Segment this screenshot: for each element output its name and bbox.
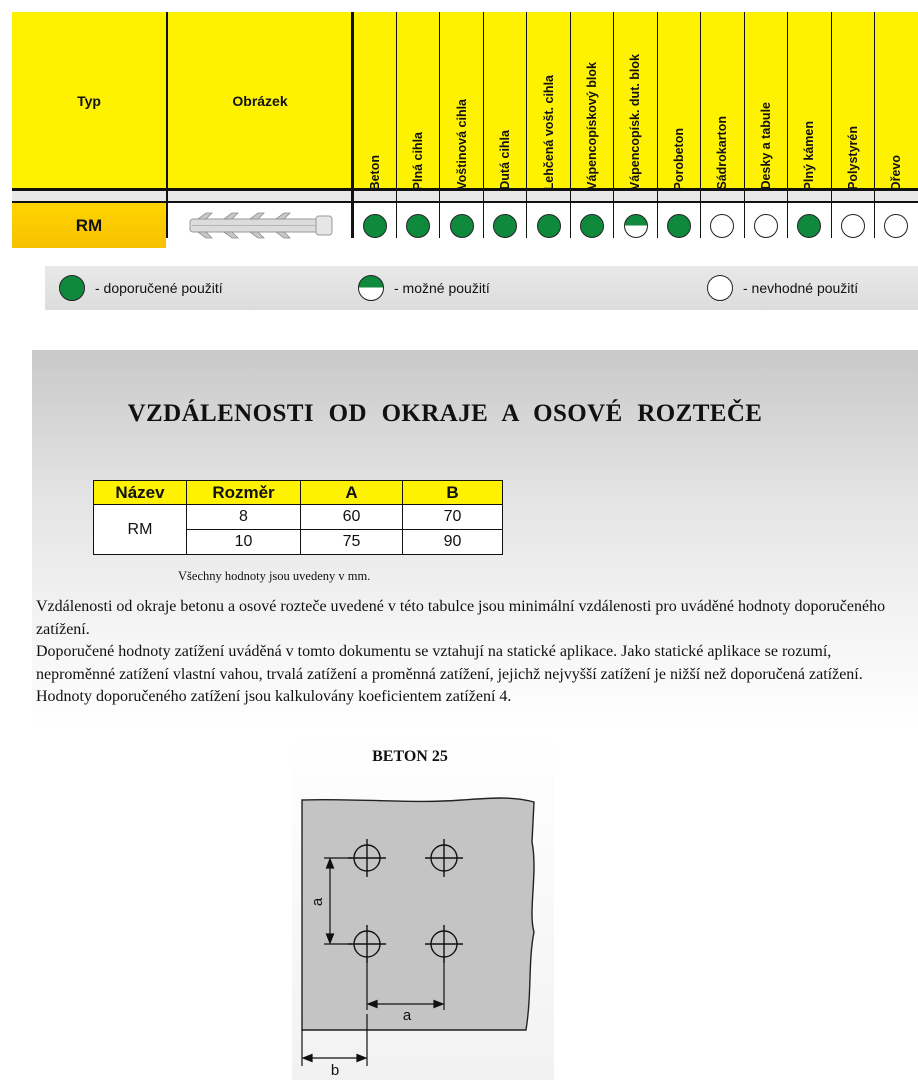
cell-a: 60 bbox=[301, 505, 403, 530]
suitability-full-icon bbox=[406, 214, 430, 238]
row-divider bbox=[12, 201, 918, 203]
material-column-header bbox=[875, 12, 918, 190]
suitability-full-icon bbox=[797, 214, 821, 238]
table-row bbox=[94, 505, 503, 530]
concrete-block bbox=[302, 798, 534, 1030]
paragraph-line: Vzdálenosti od okraje betonu a osové rozteče uvedené v této tabulce jsou minimální vzdálenosti pro uváděné hodnoty doporučeného zatížení. bbox=[36, 598, 886, 638]
material-column-header bbox=[788, 12, 831, 190]
spacing-table bbox=[93, 480, 503, 555]
material-column-header bbox=[570, 12, 613, 190]
legend-unsuitable bbox=[707, 275, 858, 301]
legend-unsuitable-label: - nevhodné použití bbox=[743, 280, 859, 296]
column-divider bbox=[744, 12, 745, 238]
material-label: Dřevo bbox=[889, 154, 904, 190]
suitability-full-icon bbox=[363, 214, 387, 238]
material-label: Desky a tabule bbox=[758, 102, 773, 190]
material-label: Plná cihla bbox=[411, 131, 426, 190]
column-divider bbox=[526, 12, 527, 238]
label-a-vertical: a bbox=[309, 897, 326, 907]
suitability-half-icon bbox=[624, 214, 648, 238]
column-divider bbox=[700, 12, 701, 238]
cell-a: 75 bbox=[301, 530, 403, 555]
column-divider bbox=[396, 12, 397, 238]
suitability-full-icon bbox=[537, 214, 561, 238]
distances-section bbox=[32, 350, 918, 730]
anchor-image-icon bbox=[168, 203, 352, 248]
suitability-full-icon bbox=[493, 214, 517, 238]
column-divider bbox=[613, 12, 614, 238]
material-column-header bbox=[701, 12, 744, 190]
header-type: Typ bbox=[77, 93, 101, 109]
units-note: Všechny hodnoty jsou uvedeny v mm. bbox=[178, 569, 371, 583]
suitability-full-icon bbox=[667, 214, 691, 238]
suitability-legend bbox=[45, 266, 918, 310]
header-b: B bbox=[403, 481, 503, 505]
material-suitability-table bbox=[12, 12, 918, 238]
legend-possible bbox=[358, 275, 490, 301]
suitability-none-icon bbox=[884, 214, 908, 238]
cell-size: 8 bbox=[187, 505, 301, 530]
suitability-full-icon bbox=[580, 214, 604, 238]
material-label: Porobeton bbox=[671, 127, 686, 190]
spacing-diagram bbox=[292, 732, 554, 1080]
material-label: Plný kámen bbox=[802, 120, 817, 190]
diagram-title: BETON 25 bbox=[372, 748, 448, 765]
label-a-horizontal: a bbox=[402, 1007, 412, 1024]
column-divider bbox=[439, 12, 440, 238]
label-b: b bbox=[330, 1062, 340, 1079]
legend-recommended-label: - doporučené použití bbox=[95, 280, 223, 296]
paragraph-line: Hodnoty doporučeného zatížení jsou kalkulovány koeficientem zatížení 4. bbox=[36, 688, 512, 705]
column-divider bbox=[831, 12, 832, 238]
column-divider bbox=[166, 12, 168, 238]
material-column-header bbox=[744, 12, 787, 190]
column-divider bbox=[787, 12, 788, 238]
material-label: Beton bbox=[367, 154, 382, 190]
material-column-header bbox=[483, 12, 526, 190]
legend-possible-label: - možné použití bbox=[394, 280, 490, 296]
row-type-cell: RM bbox=[12, 203, 166, 248]
suitability-none-icon bbox=[710, 214, 734, 238]
cell-b: 90 bbox=[403, 530, 503, 555]
suitability-full-icon bbox=[450, 214, 474, 238]
material-column-header bbox=[396, 12, 439, 190]
column-divider bbox=[483, 12, 484, 238]
material-column-header bbox=[831, 12, 874, 190]
material-column-header bbox=[527, 12, 570, 190]
material-label: Voštinová cihla bbox=[454, 99, 469, 190]
material-column-header bbox=[614, 12, 657, 190]
suitability-none-icon bbox=[754, 214, 778, 238]
column-divider bbox=[570, 12, 571, 238]
unsuitable-dot-icon bbox=[707, 275, 733, 301]
cell-size: 10 bbox=[187, 530, 301, 555]
header-size: Rozměr bbox=[187, 481, 301, 505]
header-name: Název bbox=[94, 481, 187, 505]
possible-dot-icon bbox=[358, 275, 384, 301]
column-divider bbox=[657, 12, 658, 238]
material-column-header bbox=[657, 12, 700, 190]
material-label: Sádrokarton bbox=[715, 116, 730, 190]
material-label: Vápencopískový blok bbox=[585, 62, 600, 190]
column-divider bbox=[874, 12, 875, 238]
section-title: VZDÁLENOSTI OD OKRAJE A OSOVÉ ROZTEČE bbox=[127, 400, 763, 427]
explanation-paragraph bbox=[36, 596, 886, 709]
recommended-dot-icon bbox=[59, 275, 85, 301]
legend-recommended bbox=[59, 275, 223, 301]
header-a: A bbox=[301, 481, 403, 505]
paragraph-line: Doporučené hodnoty zatížení uváděná v tomto dokumentu se vztahují na statické aplikace. Jako statické aplikace se rozumí, neproměnné zatížení vlastní vahou, trvalá zatížení a proměnná zatížení, jejichž nejvyšší zatížení je nižší než doporučená zatížení. bbox=[36, 643, 863, 683]
material-label: Vápencopísk. dut. blok bbox=[628, 53, 643, 190]
suitability-none-icon bbox=[841, 214, 865, 238]
header-image: Obrázek bbox=[232, 93, 288, 109]
material-column-header bbox=[440, 12, 483, 190]
material-label: Lehčená vošt. cihla bbox=[541, 74, 556, 190]
cell-name: RM bbox=[94, 505, 187, 555]
material-label: Polystyrén bbox=[845, 126, 860, 190]
material-label: Dutá cihla bbox=[498, 130, 513, 190]
cell-b: 70 bbox=[403, 505, 503, 530]
material-column-header bbox=[353, 12, 396, 190]
